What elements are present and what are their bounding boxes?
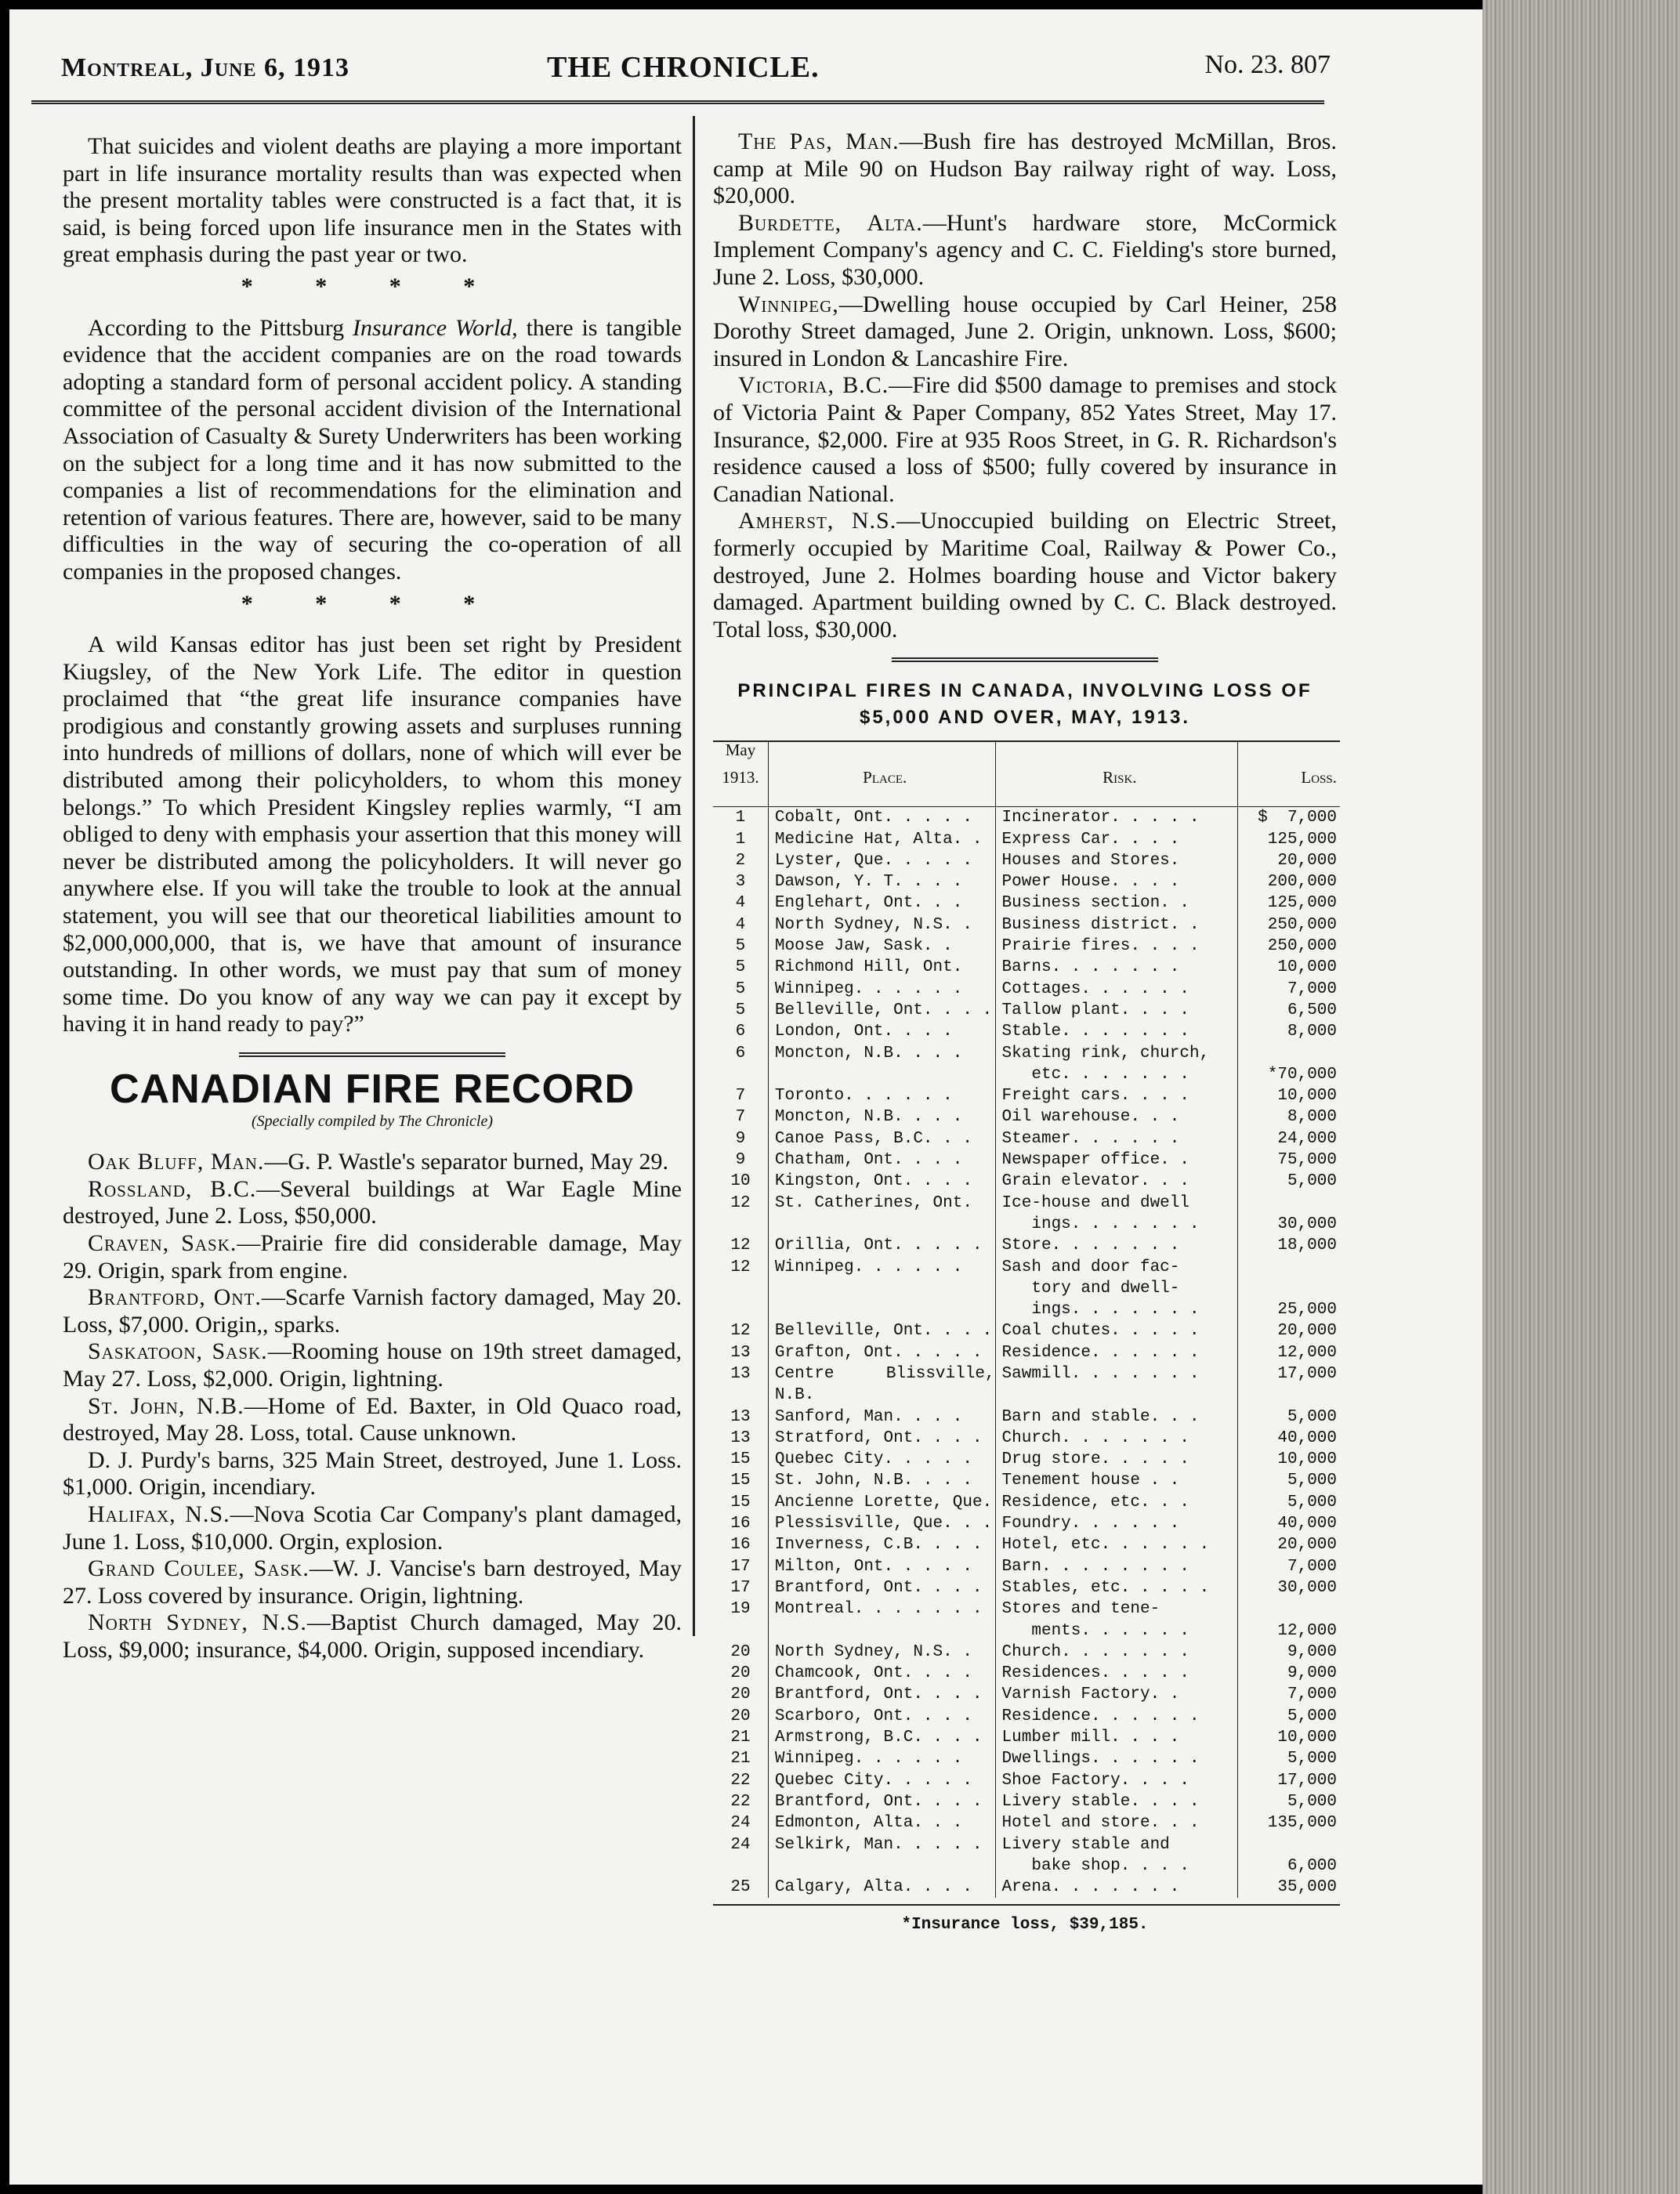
row-day: 15 xyxy=(713,1449,769,1470)
table-row xyxy=(713,1812,1340,1834)
table-row xyxy=(713,1106,1340,1128)
table-row xyxy=(713,1021,1340,1042)
row-place: Cobalt, Ont. . . . . xyxy=(769,807,996,828)
row-risk: Foundry. . . . . . xyxy=(996,1513,1239,1534)
table-row xyxy=(713,1342,1340,1363)
table-row xyxy=(713,1149,1340,1171)
row-loss: 7,000 xyxy=(1287,1557,1337,1576)
row-place: Chamcook, Ont. . . . xyxy=(769,1663,996,1684)
section-divider xyxy=(892,657,1158,662)
table-row xyxy=(713,1407,1340,1428)
fire-entry-text: —Bush fire has destroyed McMillan, Bros. camp at Mile 90 on Hudson Bay railway right of way. Loss, $20,000. xyxy=(713,129,1337,209)
row-risk: Drug store. . . . . xyxy=(996,1449,1239,1470)
table-body xyxy=(713,807,1340,1906)
row-place: Moose Jaw, Sask. . xyxy=(769,936,996,957)
row-day: 24 xyxy=(713,1834,769,1877)
fire-entry-text: —Unoccupied building on Electric Street, formerly occupied by Maritime Coal, Railway & Power Co., destroyed, June 2. Holmes boarding house and Victor bakery damaged. Apartment building owned by C. C. Black destroyed. Total loss, $30,000. xyxy=(713,508,1337,643)
row-risk: Livery stable and bake shop. . . . xyxy=(996,1834,1239,1877)
row-day: 5 xyxy=(713,979,769,1000)
row-loss: 75,000 xyxy=(1277,1151,1337,1170)
table-header xyxy=(713,740,1340,807)
row-day: 12 xyxy=(713,1193,769,1236)
table-row xyxy=(713,1428,1340,1449)
row-risk: Church. . . . . . . xyxy=(996,1428,1239,1449)
table-row xyxy=(713,1598,1340,1642)
row-place: Inverness, C.B. . . . xyxy=(769,1534,996,1555)
row-place: Lyster, Que. . . . . xyxy=(769,850,996,871)
section-divider xyxy=(239,1052,505,1057)
table-row xyxy=(713,1577,1340,1598)
table-row xyxy=(713,1642,1340,1663)
row-loss: 5,000 xyxy=(1287,1407,1337,1426)
row-day: 7 xyxy=(713,1106,769,1128)
table-row xyxy=(713,1727,1340,1748)
row-risk: Stables, etc. . . . . xyxy=(996,1577,1239,1598)
row-day: 25 xyxy=(713,1877,769,1898)
fire-entry-place: The Pas, Man. xyxy=(738,129,900,154)
fire-entry-place: Rossland, B.C. xyxy=(88,1175,257,1202)
row-risk: Church. . . . . . . xyxy=(996,1642,1239,1663)
fire-record-title: CANADIAN FIRE RECORD xyxy=(110,1066,635,1112)
table-row xyxy=(713,1128,1340,1149)
table-row xyxy=(713,1363,1340,1407)
row-loss: 5,000 xyxy=(1287,1750,1337,1769)
fire-entry-text: —Rooming house on 19th street damaged, May 27. Loss, $2,000. Origin, lightning. xyxy=(63,1338,682,1392)
row-loss: 135,000 xyxy=(1267,1814,1337,1833)
row-loss: 30,000 xyxy=(1277,1578,1337,1597)
row-place: Selkirk, Man. . . . . xyxy=(769,1834,996,1877)
row-loss: 12,000 xyxy=(1277,1343,1337,1362)
fire-entry-text: D. J. Purdy's barns, 325 Main Street, destroyed, June 1. Loss. $1,000. Origin, incendiary. xyxy=(63,1446,682,1501)
row-day: 5 xyxy=(713,1000,769,1021)
row-place: Calgary, Alta. . . . xyxy=(769,1877,996,1898)
fire-entry xyxy=(63,1176,682,1230)
fire-entry-text: —Prairie fire did considerable damage, May 29. Origin, spark from engine. xyxy=(63,1229,682,1283)
row-risk: Barn and stable. . . xyxy=(996,1407,1239,1428)
row-loss: 10,000 xyxy=(1277,1729,1337,1747)
row-place: Milton, Ont. . . . . xyxy=(769,1556,996,1577)
table-row xyxy=(713,1534,1340,1555)
row-loss: 8,000 xyxy=(1287,1108,1337,1127)
row-place: Brantford, Ont. . . . xyxy=(769,1791,996,1812)
row-place: Montreal. . . . . . . xyxy=(769,1598,996,1642)
page-header xyxy=(61,45,1331,92)
row-day: 3 xyxy=(713,871,769,892)
row-loss: 5,000 xyxy=(1287,1707,1337,1725)
table-row xyxy=(713,1684,1340,1705)
row-place: Winnipeg. . . . . . xyxy=(769,1748,996,1769)
row-day: 4 xyxy=(713,914,769,936)
row-day: 13 xyxy=(713,1363,769,1407)
row-loss: 6,500 xyxy=(1287,1001,1337,1019)
row-loss: 40,000 xyxy=(1277,1515,1337,1533)
row-loss: *70,000 xyxy=(1267,1065,1337,1084)
row-place: Armstrong, B.C. . . . xyxy=(769,1727,996,1748)
row-place: Belleville, Ont. . . . xyxy=(769,1320,996,1341)
row-loss: 125,000 xyxy=(1267,830,1337,849)
row-risk: Hotel and store. . . xyxy=(996,1812,1239,1834)
row-loss: 18,000 xyxy=(1277,1236,1337,1255)
row-place: Kingston, Ont. . . . xyxy=(769,1171,996,1192)
header-dateline: Montreal, June 6, 1913 xyxy=(61,53,349,82)
row-day: 5 xyxy=(713,957,769,978)
fire-entry-text: —Nova Scotia Car Company's plant damaged, June 1. Loss, $10,000. Orgin, explosion. xyxy=(63,1501,682,1555)
table-row xyxy=(713,1834,1340,1877)
fire-entry xyxy=(63,1284,682,1338)
table-row xyxy=(713,1877,1340,1898)
row-place: Canoe Pass, B.C. . . xyxy=(769,1128,996,1149)
row-place: Winnipeg. . . . . . xyxy=(769,1257,996,1321)
table-row xyxy=(713,1043,1340,1086)
row-loss: 24,000 xyxy=(1277,1129,1337,1148)
row-place: North Sydney, N.S. . xyxy=(769,914,996,936)
fire-entry-place: Burdette, Alta. xyxy=(738,209,923,236)
row-risk: Coal chutes. . . . . xyxy=(996,1320,1239,1341)
row-place: Moncton, N.B. . . . xyxy=(769,1043,996,1086)
fire-entry xyxy=(63,1230,682,1284)
row-risk: Livery stable. . . . xyxy=(996,1791,1239,1812)
row-loss: 20,000 xyxy=(1277,1536,1337,1555)
row-day: 5 xyxy=(713,936,769,957)
row-risk: Freight cars. . . . xyxy=(996,1085,1239,1106)
row-day: 10 xyxy=(713,1171,769,1192)
fire-entry xyxy=(713,129,1337,210)
row-loss: 5,000 xyxy=(1287,1472,1337,1490)
table-row xyxy=(713,1492,1340,1513)
row-loss: 250,000 xyxy=(1267,915,1337,934)
row-risk: Arena. . . . . . . xyxy=(996,1877,1239,1898)
row-risk: Tenement house . . xyxy=(996,1470,1239,1491)
row-day: 17 xyxy=(713,1577,769,1598)
row-risk: Sash and door fac- tory and dwell- ings. . . . . . . xyxy=(996,1257,1239,1321)
row-day: 1 xyxy=(713,829,769,850)
row-loss: 10,000 xyxy=(1277,1087,1337,1106)
table-row xyxy=(713,1085,1340,1106)
table-row xyxy=(713,871,1340,892)
row-risk: Business section. . xyxy=(996,892,1239,914)
table-row xyxy=(713,936,1340,957)
row-loss: 10,000 xyxy=(1277,1450,1337,1469)
row-place: London, Ont. . . . xyxy=(769,1021,996,1042)
row-place: North Sydney, N.S. . xyxy=(769,1642,996,1663)
row-day: 20 xyxy=(713,1663,769,1684)
row-place: St. Catherines, Ont. xyxy=(769,1193,996,1236)
header-loss: Loss. xyxy=(1301,767,1337,787)
row-risk: Residence. . . . . . xyxy=(996,1342,1239,1363)
row-risk: Sawmill. . . . . . . xyxy=(996,1363,1239,1407)
row-loss: 200,000 xyxy=(1267,873,1337,892)
table-row xyxy=(713,807,1340,828)
row-risk: Store. . . . . . . xyxy=(996,1235,1239,1256)
row-risk: Steamer. . . . . . xyxy=(996,1128,1239,1149)
row-loss: 9,000 xyxy=(1287,1664,1337,1683)
row-risk: Newspaper office. . xyxy=(996,1149,1239,1171)
fire-entry-place: Halifax, N.S. xyxy=(88,1501,230,1527)
row-risk: Ice-house and dwell ings. . . . . . . xyxy=(996,1193,1239,1236)
row-risk: Prairie fires. . . . xyxy=(996,936,1239,957)
row-day: 6 xyxy=(713,1043,769,1086)
table-footnote: *Insurance loss, $39,185. xyxy=(901,1916,1149,1935)
fire-entry-text: —Hunt's hardware store, McCormick Implement Company's agency and C. C. Fielding's store burned, June 2. Loss, $30,000. xyxy=(713,209,1337,290)
fire-entry xyxy=(63,1447,682,1501)
table-row xyxy=(713,1748,1340,1769)
principal-fires-table xyxy=(713,740,1340,1906)
table-row xyxy=(713,1663,1340,1684)
header-rule xyxy=(31,100,1324,104)
row-loss: 125,000 xyxy=(1267,894,1337,913)
table-row xyxy=(713,1193,1340,1236)
row-loss: 5,000 xyxy=(1287,1792,1337,1811)
row-risk: Dwellings. . . . . . xyxy=(996,1748,1239,1769)
row-risk: Tallow plant. . . . xyxy=(996,1000,1239,1021)
table-row xyxy=(713,1770,1340,1791)
row-day: 13 xyxy=(713,1407,769,1428)
section-stars: * * * * xyxy=(241,590,504,617)
row-day: 21 xyxy=(713,1727,769,1748)
row-day: 12 xyxy=(713,1320,769,1341)
row-day: 21 xyxy=(713,1748,769,1769)
row-day: 9 xyxy=(713,1149,769,1171)
suicides-paragraph: That suicides and violent deaths are playing a more important part in life insurance mortality results than was expected when the present mortality tables were constructed is a fact that, it is said, is being forced upon life insurance men in the States with great emphasis during the past year or two. xyxy=(63,133,682,268)
row-loss: 17,000 xyxy=(1277,1365,1337,1383)
fire-entry xyxy=(63,1149,682,1176)
row-risk: Grain elevator. . . xyxy=(996,1171,1239,1192)
row-loss: 25,000 xyxy=(1277,1301,1337,1320)
row-day: 4 xyxy=(713,892,769,914)
row-risk: Residences. . . . . xyxy=(996,1663,1239,1684)
fire-entry xyxy=(63,1609,682,1664)
table-row xyxy=(713,1449,1340,1470)
row-loss: 20,000 xyxy=(1277,1322,1337,1341)
fire-entry xyxy=(713,372,1337,508)
row-day: 20 xyxy=(713,1684,769,1705)
row-risk: Houses and Stores. xyxy=(996,850,1239,871)
row-day: 22 xyxy=(713,1770,769,1791)
fire-entry xyxy=(63,1501,682,1555)
row-loss: 8,000 xyxy=(1287,1023,1337,1041)
table-row xyxy=(713,1171,1340,1192)
row-day: 13 xyxy=(713,1342,769,1363)
table-row xyxy=(713,850,1340,871)
fire-entry-text: —Fire did $500 damage to premises and stock of Victoria Paint & Paper Company, 852 Yates Street, May 17. Insurance, $2,000. Fire at 935 Roos Street, in G. R. Richardson's residence caused a loss of $500; fully covered by insurance in Canadian National. xyxy=(713,372,1337,507)
row-place: Sanford, Man. . . . xyxy=(769,1407,996,1428)
row-risk: Cottages. . . . . . xyxy=(996,979,1239,1000)
fire-entry xyxy=(63,1338,682,1392)
row-place: Englehart, Ont. . . xyxy=(769,892,996,914)
row-place: Belleville, Ont. . . . xyxy=(769,1000,996,1021)
table-row xyxy=(713,1556,1340,1577)
fire-entry-place: Grand Coulee, Sask. xyxy=(88,1555,310,1582)
row-loss: 10,000 xyxy=(1277,958,1337,977)
row-place: Ancienne Lorette, Que. xyxy=(769,1492,996,1513)
table-row xyxy=(713,1235,1340,1256)
fire-entry xyxy=(713,291,1337,373)
fire-entry-text: —Scarfe Varnish factory damaged, May 20. Loss, $7,000. Origin,, sparks. xyxy=(63,1284,682,1338)
row-place: Quebec City. . . . . xyxy=(769,1449,996,1470)
fire-record-entries xyxy=(63,1149,682,1664)
fire-entry-place: Brantford, Ont. xyxy=(88,1284,262,1311)
row-place: Scarboro, Ont. . . . xyxy=(769,1706,996,1727)
row-loss: 40,000 xyxy=(1277,1428,1337,1447)
fire-entry-place: Victoria, B.C. xyxy=(738,372,889,399)
table-row xyxy=(713,957,1340,978)
column-rule xyxy=(693,116,695,1636)
row-loss: 12,000 xyxy=(1277,1621,1337,1640)
row-place: Dawson, Y. T. . . . xyxy=(769,871,996,892)
row-place: Brantford, Ont. . . . xyxy=(769,1577,996,1598)
row-place: Brantford, Ont. . . . xyxy=(769,1684,996,1705)
table-row xyxy=(713,1320,1340,1341)
right-column xyxy=(713,129,1337,1939)
header-risk: Risk. xyxy=(996,742,1239,806)
row-risk: Hotel, etc. . . . . . xyxy=(996,1534,1239,1555)
row-loss: 7,000 xyxy=(1287,979,1337,998)
row-day: 20 xyxy=(713,1706,769,1727)
row-loss: 7,000 xyxy=(1287,1685,1337,1704)
row-day: 7 xyxy=(713,1085,769,1106)
fire-entry-text: —Baptist Church damaged, May 20. Loss, $9,000; insurance, $4,000. Origin, supposed incendiary. xyxy=(63,1609,682,1663)
row-place: Quebec City. . . . . xyxy=(769,1770,996,1791)
row-place: Moncton, N.B. . . . xyxy=(769,1106,996,1128)
row-risk: Stores and tene- ments. . . . . . xyxy=(996,1598,1239,1642)
table-row xyxy=(713,1470,1340,1491)
row-place: Winnipeg. . . . . . xyxy=(769,979,996,1000)
row-day: 13 xyxy=(713,1428,769,1449)
row-loss: 17,000 xyxy=(1277,1771,1337,1790)
row-loss: 5,000 xyxy=(1287,1493,1337,1512)
row-day: 2 xyxy=(713,850,769,871)
fire-entry-place: Oak Bluff, Man. xyxy=(88,1149,265,1175)
table-row xyxy=(713,1706,1340,1727)
row-risk: Skating rink, church, etc. . . . . . . xyxy=(996,1043,1239,1086)
row-day: 1 xyxy=(713,807,769,828)
row-risk: Incinerator. . . . . xyxy=(996,807,1239,828)
table-row xyxy=(713,1791,1340,1812)
fire-entry-text: —G. P. Wastle's separator burned, May 29. xyxy=(264,1149,669,1175)
section-stars: * * * * xyxy=(241,273,504,299)
row-risk: Express Car. . . . xyxy=(996,829,1239,850)
row-risk: Stable. . . . . . . xyxy=(996,1021,1239,1042)
row-risk: Lumber mill. . . . xyxy=(996,1727,1239,1748)
row-day: 16 xyxy=(713,1534,769,1555)
fire-entry-text: —Several buildings at War Eagle Mine destroyed, June 2. Loss, $50,000. xyxy=(63,1175,682,1229)
fire-record-entries-continued xyxy=(713,129,1337,643)
book-page-edges xyxy=(1483,0,1680,2194)
row-day: 17 xyxy=(713,1556,769,1577)
row-place: Stratford, Ont. . . . xyxy=(769,1428,996,1449)
row-day: 12 xyxy=(713,1235,769,1256)
row-loss: 20,000 xyxy=(1277,851,1337,870)
row-risk: Varnish Factory. . xyxy=(996,1684,1239,1705)
row-loss: $ 7,000 xyxy=(1258,809,1337,827)
row-day: 22 xyxy=(713,1791,769,1812)
fire-entry-place: St. John, N.B. xyxy=(88,1392,244,1419)
row-loss: 6,000 xyxy=(1287,1856,1337,1875)
table-row xyxy=(713,914,1340,936)
header-place: Place. xyxy=(769,742,996,806)
row-place: Medicine Hat, Alta. . xyxy=(769,829,996,850)
row-day: 19 xyxy=(713,1598,769,1642)
row-day: 16 xyxy=(713,1513,769,1534)
row-loss: 250,000 xyxy=(1267,937,1337,956)
row-place: Richmond Hill, Ont. xyxy=(769,957,996,978)
text-span: According to the Pittsburg xyxy=(88,314,353,341)
row-day: 15 xyxy=(713,1492,769,1513)
row-risk: Business district. . xyxy=(996,914,1239,936)
fire-entry-text: —W. J. Vancise's barn destroyed, May 27. Loss covered by insurance. Origin, lightning. xyxy=(63,1555,682,1609)
fire-entry-place: North Sydney, N.S. xyxy=(88,1609,307,1636)
row-risk: Residence. . . . . . xyxy=(996,1706,1239,1727)
row-day: 12 xyxy=(713,1257,769,1321)
row-loss: 30,000 xyxy=(1277,1215,1337,1233)
row-day: 9 xyxy=(713,1128,769,1149)
fire-entry-place: Saskatoon, Sask. xyxy=(88,1338,268,1365)
row-place: Chatham, Ont. . . . xyxy=(769,1149,996,1171)
row-place: Edmonton, Alta. . . xyxy=(769,1812,996,1834)
table-row xyxy=(713,979,1340,1000)
row-risk: Barn. . . . . . . . xyxy=(996,1556,1239,1577)
row-risk: Shoe Factory. . . . xyxy=(996,1770,1239,1791)
row-day: 6 xyxy=(713,1021,769,1042)
fire-entry xyxy=(63,1555,682,1609)
row-place: Orillia, Ont. . . . . xyxy=(769,1235,996,1256)
publication-name: Insurance World xyxy=(353,314,512,341)
text-span: , there is tangible evidence that the accident companies are on the road towards adopting a standard form of personal accident policy. A standing committee of the personal accident division of the International Association of Casualty & Surety Underwriters has been working on the subject for a long time and it has now submitted to the companies a list of recommendations for the elimination and retention of various features. There are, however, said to be many difficulties in the way of securing the co-operation of all companies in the proposed changes. xyxy=(63,314,682,585)
row-day: 24 xyxy=(713,1812,769,1834)
row-place: Plessisville, Que. . . xyxy=(769,1513,996,1534)
header-issue-page: No. 23. 807 xyxy=(1204,50,1331,79)
table-row xyxy=(713,892,1340,914)
header-masthead: THE CHRONICLE. xyxy=(547,51,820,84)
table-row xyxy=(713,1513,1340,1534)
fire-entry xyxy=(713,508,1337,643)
accident-policy-paragraph xyxy=(63,315,682,586)
table-row xyxy=(713,1257,1340,1321)
left-column xyxy=(63,133,682,1664)
row-place: St. John, N.B. . . . xyxy=(769,1470,996,1491)
row-place: Grafton, Ont. . . . . xyxy=(769,1342,996,1363)
fire-record-subtitle: (Specially compiled by The Chronicle) xyxy=(251,1112,494,1130)
fire-entry-place: Amherst, N.S. xyxy=(738,508,897,534)
row-risk: Residence, etc. . . xyxy=(996,1492,1239,1513)
row-risk: Power House. . . . xyxy=(996,871,1239,892)
fire-entry-place: Craven, Sask. xyxy=(88,1229,237,1256)
header-day: May 1913. xyxy=(713,742,769,806)
row-place: Centre Blissville, N.B. xyxy=(769,1363,996,1407)
table-row xyxy=(713,829,1340,850)
row-day: 15 xyxy=(713,1470,769,1491)
row-day: 20 xyxy=(713,1642,769,1663)
fire-entry-text: —Home of Ed. Baxter, in Old Quaco road, destroyed, May 28. Loss, total. Cause unknown. xyxy=(63,1392,682,1446)
row-loss: 9,000 xyxy=(1287,1642,1337,1661)
fire-entry-place: Winnipeg, xyxy=(738,291,839,317)
kansas-editor-paragraph: A wild Kansas editor has just been set right by President Kiugsley, of the New York Life. The editor in question proclaimed that “the great life insurance companies have prodigious and constantly growing assets and surpluses running into hundreds of millions of dollars, none of which will ever be distributed among their policyholders, to whom this money belongs.” To which President Kingsley replies warmly, “I am obliged to deny with emphasis your assertion that this money will never be distributed among the policyholders. It will never go anywhere else. If you will take the trouble to look at the annual statement, you will see that our theoretical liabilities amount to $2,000,000,000, that is, we have that amount of insurance outstanding. In other words, we must pay that sum of money some time. Do you know of any way we can pay it except by having it in hand ready to pay?” xyxy=(63,632,682,1037)
fires-table-title: PRINCIPAL FIRES IN CANADA, INVOLVING LOSS OF $5,000 AND OVER, MAY, 1913. xyxy=(737,680,1312,729)
row-loss: 35,000 xyxy=(1277,1878,1337,1897)
fire-entry xyxy=(713,210,1337,291)
row-loss: 5,000 xyxy=(1287,1172,1337,1191)
row-place: Toronto. . . . . . xyxy=(769,1085,996,1106)
fire-entry xyxy=(63,1393,682,1447)
table-row xyxy=(713,1000,1340,1021)
row-risk: Oil warehouse. . . xyxy=(996,1106,1239,1128)
fire-entry-text: —Dwelling house occupied by Carl Heiner, 258 Dorothy Street damaged, June 2. Origin, unknown. Loss, $600; insured in London & Lancashire Fire. xyxy=(713,291,1337,371)
row-risk: Barns. . . . . . . xyxy=(996,957,1239,978)
